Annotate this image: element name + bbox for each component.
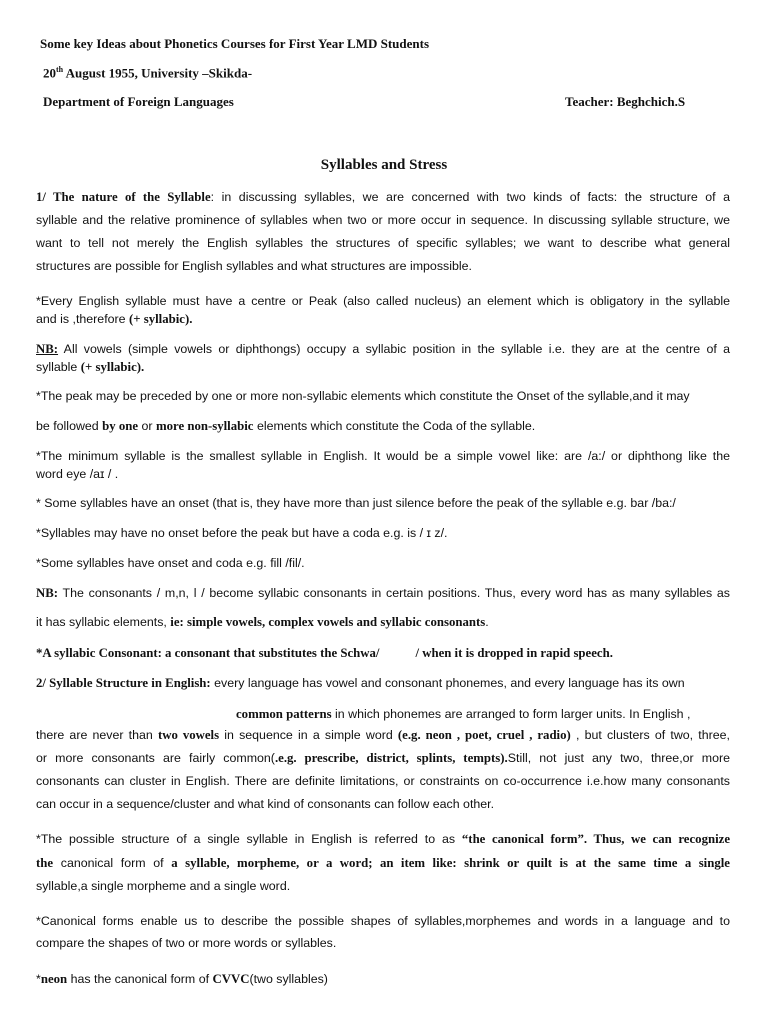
- p5-line1: *The minimum syllable is the smallest syllable in English. It would be a simple vowel like: are /a:/ or diphthong like the: [36, 449, 730, 463]
- p11-line6: can occur in a sequence/cluster and what kind of consonants can follow each other.: [36, 797, 495, 811]
- header-date-line: [43, 65, 252, 81]
- p12-l2a: the: [36, 856, 54, 870]
- p2-l2b: (+ syllabic).: [128, 312, 193, 326]
- p1-line2: syllable and the relative prominence of syllables when two or more occur in sequence. In discussing syllable structure, we: [36, 213, 730, 227]
- p4-line1: *The peak may be preceded by one or more non-syllabic elements which constitute the Onset of the syllable,and it may: [36, 389, 690, 403]
- p13-line1: *Canonical forms enable us to describe the possible shapes of syllables,morphemes and words in a language and to: [36, 914, 730, 928]
- date-sup: th: [56, 65, 64, 74]
- page-title: Syllables and Stress: [320, 157, 448, 173]
- p9-line2: [36, 614, 489, 630]
- p4-l2a: be followed: [36, 419, 103, 433]
- p14-d: CVVC: [212, 972, 250, 986]
- p3-l2a: syllable: [36, 360, 81, 374]
- p14-e: (two syllables): [249, 972, 328, 986]
- p3-l1: All vowels (simple vowels or diphthongs) occupy a syllabic position in the syllable i.e. they are at the centre of a: [58, 342, 730, 356]
- p12-l2c: a syllable, morpheme, or a word; an item like: shrink or quilt is at the same time a single: [171, 856, 730, 870]
- p2-l2a: and is ,therefore: [36, 312, 129, 326]
- p2-line1: *Every English syllable must have a centre or Peak (also called nucleus) an element which is obligatory in the syllable: [36, 294, 730, 308]
- p10-part-a: *A syllabic Consonant: a consonant that substitutes the Schwa/: [36, 646, 380, 660]
- p9-l2b: ie: simple vowels, complex vowels and syllabic consonants: [170, 615, 486, 629]
- p11-l3b: two vowels: [157, 728, 220, 742]
- p4-line2: [36, 418, 535, 434]
- p14-b: neon: [40, 972, 68, 986]
- p7-line: *Syllables may have no onset before the peak but have a coda e.g. is / ɪ z/.: [36, 526, 448, 540]
- header-department: Department of Foreign Languages: [43, 94, 234, 109]
- p9-line1: [36, 585, 730, 601]
- p2-line2: [36, 311, 192, 327]
- header-teacher: Teacher: Beghchich.S: [565, 94, 686, 109]
- p4-l2e: elements which constitute the Coda of the syllable.: [253, 419, 536, 433]
- p12-l1a: *The possible structure of a single syllable in English is referred to as: [36, 832, 462, 846]
- p12-l1b: “the canonical form”. Thus, we can recognize: [461, 832, 730, 846]
- p11-l4c: Still, not just any two, three,or more: [507, 751, 730, 765]
- p3-l2b: (+ syllabic).: [80, 360, 145, 374]
- date-rest: August 1955, University –Skikda-: [63, 65, 253, 81]
- p14-line: [36, 971, 328, 987]
- p12-line2: [36, 855, 730, 871]
- p3-line1: [36, 341, 730, 357]
- p4-l2b: by one: [102, 419, 139, 433]
- p3-line2: [36, 359, 144, 375]
- p5-line2: word eye /aɪ / .: [36, 467, 119, 481]
- p4-l2d: more non-syllabic: [155, 419, 254, 433]
- p11-l2b: in which phonemes are arranged to form larger units. In English ,: [331, 707, 691, 721]
- p6-line: * Some syllables have an onset (that is, they have more than just silence before the peak of the syllable e.g. bar /ba:/: [36, 496, 676, 510]
- p11-line2: [236, 706, 690, 722]
- p11-l4b: .e.g. prescribe, district, splints, tempts).: [274, 751, 508, 765]
- p1-l1-text: : in discussing syllables, we are concerned with two kinds of facts: the structure of a: [210, 190, 731, 204]
- p11-l3d: (e.g. neon , poet, cruel , radio): [397, 728, 571, 742]
- p9-l1: The consonants / m,n, l / become syllabic consonants in certain positions. Thus, every word has as many syllables as: [58, 586, 730, 600]
- p11-heading: 2/ Syllable Structure in English:: [36, 676, 211, 690]
- p9-nb-label: NB:: [36, 586, 59, 600]
- p11-line3: [36, 727, 730, 743]
- p11-l3c: in sequence in a simple word: [219, 728, 398, 742]
- p1-heading: 1/ The nature of the Syllable: [36, 190, 211, 204]
- p9-l2c: .: [485, 615, 489, 629]
- p11-l3e: , but clusters of two, three,: [570, 728, 730, 742]
- p12-line3: syllable,a single morpheme and a single word.: [36, 879, 291, 893]
- p11-l2a: common patterns: [236, 707, 332, 721]
- p12-l2b: canonical form of: [53, 856, 172, 870]
- p10-line: [36, 645, 613, 661]
- p8-line: *Some syllables have onset and coda e.g. fill /fil/.: [36, 556, 305, 570]
- p1-line4: structures are possible for English syllables and what structures are impossible.: [36, 259, 472, 273]
- p10-part-b: / when it is dropped in rapid speech.: [415, 646, 613, 660]
- date-day: 20: [43, 65, 56, 81]
- p11-l4a: or more consonants are fairly common(: [36, 751, 275, 765]
- p12-line1: [36, 831, 730, 847]
- p14-c: has the canonical form of: [67, 972, 213, 986]
- p1-line1: [36, 189, 730, 205]
- p4-l2c: or: [138, 419, 156, 433]
- p11-l3a: there are never than: [36, 728, 158, 742]
- p3-nb-label: NB:: [36, 342, 59, 356]
- p14-a: *: [36, 972, 41, 986]
- p11-line4: [36, 750, 730, 766]
- p11-line1: [36, 675, 685, 691]
- header-course-line: Some key Ideas about Phonetics Courses for First Year LMD Students: [40, 36, 430, 51]
- p1-line3: want to tell not merely the English syllables the structures of specific syllables; we want to describe what general: [36, 236, 730, 250]
- p13-line2: compare the shapes of two or more words or syllables.: [36, 936, 337, 950]
- p11-line5: consonants can cluster in English. There are definite limitations, or constraints on co-occurrence i.e.how many consonants: [36, 774, 730, 788]
- p11-l1: every language has vowel and consonant phonemes, and every language has its own: [210, 676, 685, 690]
- p9-l2a: it has syllabic elements,: [36, 615, 171, 629]
